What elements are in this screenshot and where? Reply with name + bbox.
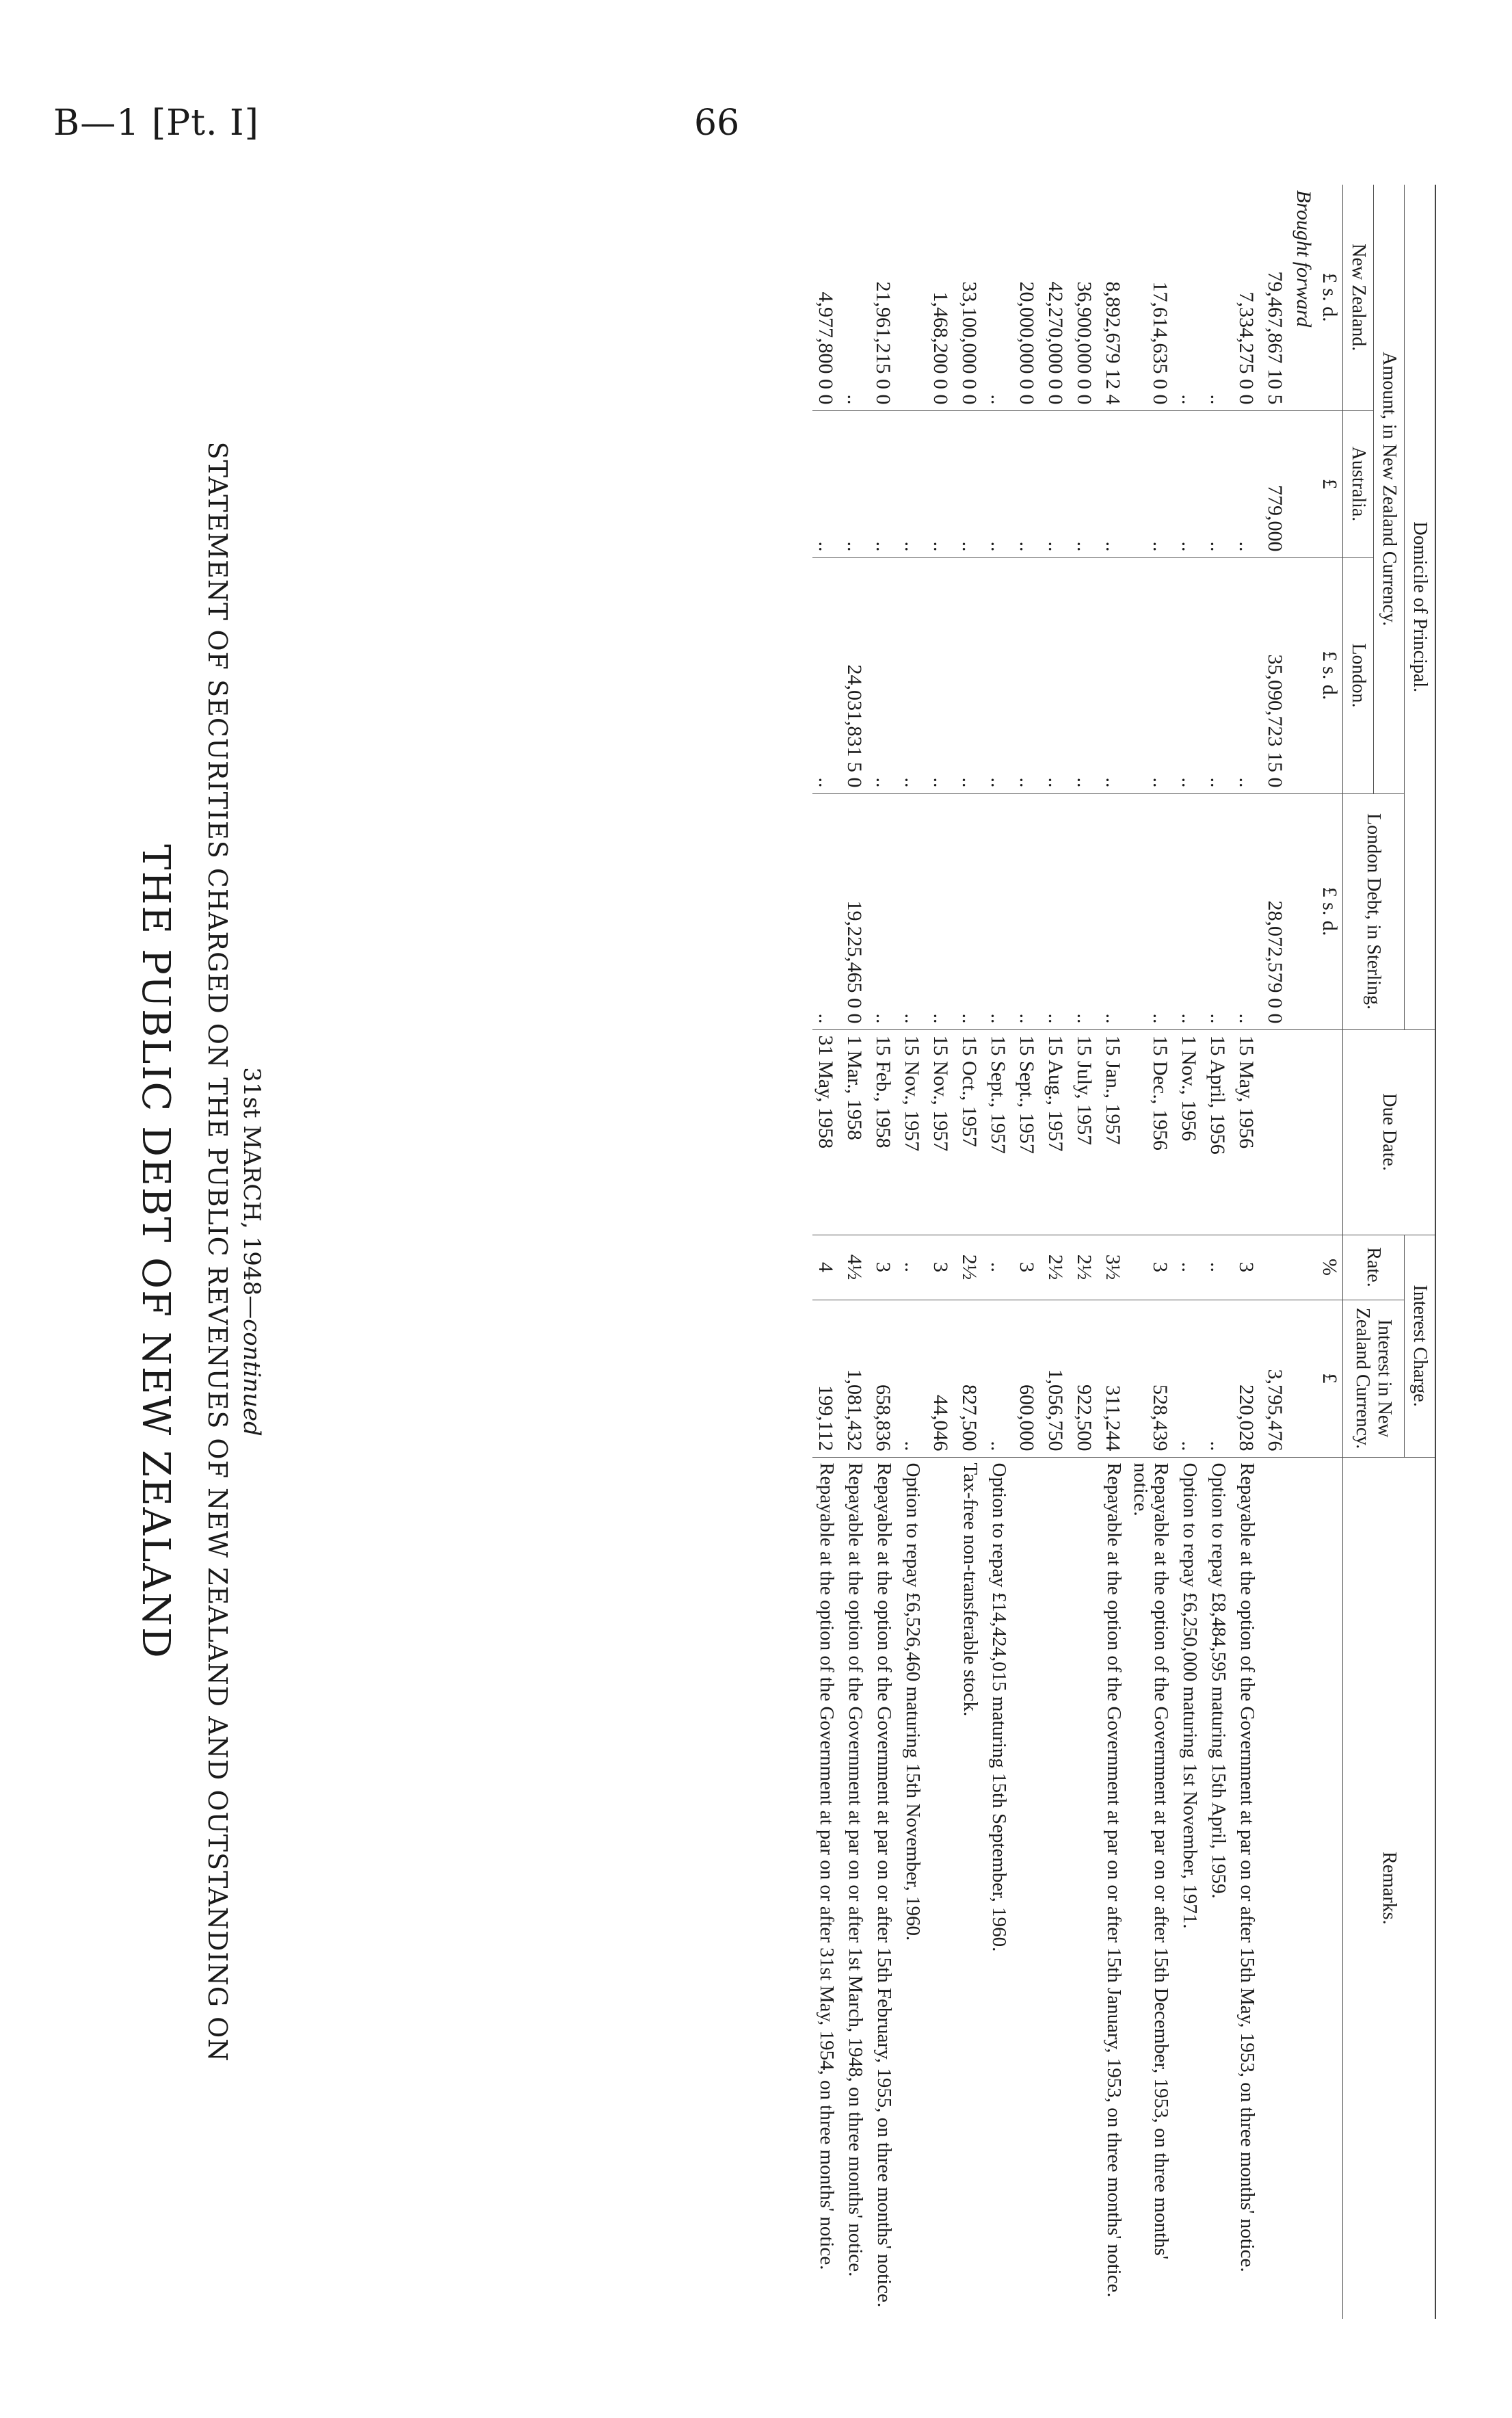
london-amount-cell: .. (1071, 557, 1100, 793)
securities-table (812, 185, 1436, 2319)
new-zealand-amount-cell: .. (1178, 394, 1200, 405)
due-date-cell: 15 Nov., 1957 (927, 1029, 956, 1235)
table-row (1233, 185, 1262, 2319)
interest-nz-cell: .. (899, 1300, 927, 1457)
australia-amount-cell: .. (841, 410, 870, 557)
london-amount-cell: .. (1128, 557, 1176, 793)
london-debt-cell: .. (927, 793, 956, 1029)
interest-nz-cell: 922,500 (1071, 1300, 1100, 1457)
interest-nz-cell: 3,795,476 (1262, 1300, 1290, 1457)
rate-cell: 3 (870, 1235, 899, 1300)
due-date-cell: 31 May, 1958 (812, 1029, 841, 1235)
london-amount-cell: .. (1233, 557, 1262, 793)
london-amount-cell: .. (927, 557, 956, 793)
australia-amount-cell: .. (1042, 410, 1071, 557)
unit-london-debt: £ s. d. (1316, 793, 1343, 1029)
australia-amount-cell: .. (812, 410, 841, 557)
remarks-cell: Option to repay £14,424,015 maturing 15th September, 1960. (985, 1457, 1013, 2319)
unit-remarks (1316, 1457, 1343, 2319)
due-date-cell: 15 Nov., 1957 (899, 1029, 927, 1235)
header-rate: Rate. (1343, 1235, 1405, 1300)
table-row (1176, 185, 1204, 2319)
australia-amount-cell: .. (956, 410, 985, 557)
interest-nz-cell: .. (985, 1300, 1013, 1457)
header-due-date: Due Date. (1343, 1029, 1436, 1235)
header-interest-charge: Interest Charge. (1405, 1235, 1436, 1457)
australia-amount-cell: .. (1013, 410, 1042, 557)
date-line: 31st MARCH, 1948— (238, 1067, 265, 1319)
remarks-cell: Option to repay £6,250,000 maturing 1st November, 1971. (1176, 1457, 1204, 2319)
new-zealand-amount-cell: 79,467,867 10 5 (1264, 271, 1286, 405)
new-zealand-amount-cell (899, 185, 927, 410)
brought-forward-row (1290, 185, 1316, 2319)
new-zealand-amount-cell: 8,892,679 12 4 (1102, 281, 1125, 405)
london-debt-cell: .. (985, 793, 1013, 1029)
london-debt-cell: .. (1176, 793, 1204, 1029)
new-zealand-amount-cell: .. (843, 394, 866, 405)
unit-au: £ (1316, 410, 1343, 557)
due-date-cell: 15 Dec., 1956 (1128, 1029, 1176, 1235)
australia-amount-cell: .. (899, 410, 927, 557)
interest-nz-cell: 311,244 (1100, 1300, 1128, 1457)
rate-cell: 2½ (1071, 1235, 1100, 1300)
debt-table (280, 185, 1436, 2319)
rate-cell: 2½ (956, 1235, 985, 1300)
due-date-cell: 15 Sept., 1957 (985, 1029, 1013, 1235)
london-amount-cell: .. (1176, 557, 1204, 793)
london-debt-cell: .. (812, 793, 841, 1029)
london-debt-cell: .. (956, 793, 985, 1029)
london-amount-cell: .. (985, 557, 1013, 793)
london-debt-cell: .. (1128, 793, 1176, 1029)
rate-cell: 4½ (841, 1235, 870, 1300)
london-debt-cell: .. (1233, 793, 1262, 1029)
australia-amount-cell: .. (870, 410, 899, 557)
new-zealand-amount-cell: 1,468,200 0 0 (929, 291, 953, 405)
rate-cell: .. (1204, 1235, 1233, 1300)
table-row (899, 185, 927, 2319)
remarks-cell: Repayable at the option of the Government at par on or after 15th January, 1953, on three months' notice. (1100, 1457, 1128, 2319)
australia-amount-cell: .. (1128, 410, 1176, 557)
due-date-cell: 15 Feb., 1958 (870, 1029, 899, 1235)
australia-amount-cell: .. (985, 410, 1013, 557)
rate-cell: 4 (812, 1235, 841, 1300)
new-zealand-amount-cell: 20,000,000 0 0 (1016, 281, 1039, 405)
table-row (1128, 185, 1176, 2319)
london-debt-cell: .. (899, 793, 927, 1029)
due-date-cell: 15 Sept., 1957 (1013, 1029, 1042, 1235)
interest-nz-cell: 199,112 (812, 1300, 841, 1457)
new-zealand-amount-cell: 7,334,275 0 0 (1235, 291, 1258, 405)
london-debt-cell: .. (1100, 793, 1128, 1029)
remarks-cell: Tax-free non-transferable stock. (956, 1457, 985, 2319)
table-row (1013, 185, 1042, 2319)
rate-cell: 2½ (1042, 1235, 1071, 1300)
remarks-cell (1262, 1457, 1290, 2319)
rate-cell: 3 (1128, 1235, 1176, 1300)
interest-nz-cell: 827,500 (956, 1300, 985, 1457)
remarks-cell: Repayable at the option of the Government at par on or after 15th February, 1955, on three months' notice. (870, 1457, 899, 2319)
table-row (956, 185, 985, 2319)
london-amount-cell: .. (1100, 557, 1128, 793)
new-zealand-amount-cell: .. (987, 394, 1010, 405)
london-debt-cell: .. (1042, 793, 1071, 1029)
header-interest-nz: Interest in New Zealand Currency. (1343, 1300, 1405, 1457)
remarks-cell: Option to repay £6,526,460 maturing 15th November, 1960. (899, 1457, 927, 2319)
unit-due (1316, 1029, 1343, 1235)
australia-amount-cell: 779,000 (1262, 410, 1290, 557)
new-zealand-amount-cell: 17,614,635 0 0 (1149, 281, 1171, 405)
rate-cell: 3½ (1100, 1235, 1128, 1300)
due-date-cell: 15 Oct., 1957 (956, 1029, 985, 1235)
remarks-cell: Repayable at the option of the Government at par on or after 15th May, 1953, on three months' notice. (1233, 1457, 1262, 2319)
interest-nz-cell: 528,439 (1128, 1300, 1176, 1457)
interest-nz-cell: 658,836 (870, 1300, 899, 1457)
due-date-cell: 1 Nov., 1956 (1176, 1029, 1204, 1235)
london-debt-cell: .. (870, 793, 899, 1029)
remarks-cell (927, 1457, 956, 2319)
due-date-cell: 1 Mar., 1958 (841, 1029, 870, 1235)
remarks-cell: Repayable at the option of the Government at par on or after 1st March, 1948, on three months' notice. (841, 1457, 870, 2319)
header-london-debt: London Debt, in Sterling. (1343, 793, 1405, 1029)
rate-cell (1262, 1235, 1290, 1300)
table-row (1100, 185, 1128, 2319)
remarks-cell: Repayable at the option of the Government at par on or after 15th December, 1953, on three months' notice. (1128, 1457, 1176, 2319)
interest-nz-cell: 1,081,432 (841, 1300, 870, 1457)
due-date-cell: 15 April, 1956 (1204, 1029, 1233, 1235)
unit-london: £ s. d. (1316, 557, 1343, 793)
table-row (1204, 185, 1233, 2319)
document-title: THE PUBLIC DEBT OF NEW ZEALAND (133, 844, 178, 1659)
interest-nz-cell: 600,000 (1013, 1300, 1042, 1457)
rate-cell: 3 (1013, 1235, 1042, 1300)
new-zealand-amount-cell: 4,977,800 0 0 (814, 291, 838, 405)
australia-amount-cell: .. (1071, 410, 1100, 557)
due-date-cell: 15 July, 1957 (1071, 1029, 1100, 1235)
table-body (812, 185, 1342, 2319)
rate-cell: .. (899, 1235, 927, 1300)
table-row (1042, 185, 1071, 2319)
australia-amount-cell: .. (1233, 410, 1262, 557)
rate-cell: 3 (1233, 1235, 1262, 1300)
unit-nz: £ s. d. (1318, 272, 1341, 322)
table-row (985, 185, 1013, 2319)
australia-amount-cell: .. (927, 410, 956, 557)
new-zealand-amount-cell: .. (1206, 394, 1229, 405)
table-row (841, 185, 870, 2319)
page-number: 66 (694, 103, 740, 144)
document-date-line (238, 185, 265, 2319)
units-row (1316, 185, 1343, 2319)
remarks-cell (1071, 1457, 1100, 2319)
london-amount-cell: .. (1042, 557, 1071, 793)
new-zealand-amount-cell: 36,900,000 0 0 (1073, 281, 1096, 405)
london-amount-cell: .. (1204, 557, 1233, 793)
rate-cell: 3 (927, 1235, 956, 1300)
due-date-cell: 15 Jan., 1957 (1100, 1029, 1128, 1235)
london-debt-cell: 19,225,465 0 0 (841, 793, 870, 1029)
london-debt-cell: .. (1013, 793, 1042, 1029)
australia-amount-cell: .. (1176, 410, 1204, 557)
new-zealand-amount-cell: 21,961,215 0 0 (872, 281, 895, 405)
australia-amount-cell: .. (1100, 410, 1128, 557)
remarks-cell: Repayable at the option of the Government at par on or after 31st May, 1954, on three months' notice. (812, 1457, 841, 2319)
date-line-continued: continued (238, 1319, 265, 1436)
header-australia: Australia. (1343, 410, 1374, 557)
header-london: London. (1343, 557, 1374, 793)
due-date-cell: 15 Aug., 1957 (1042, 1029, 1071, 1235)
table-row (927, 185, 956, 2319)
london-amount-cell: 24,031,831 5 0 (841, 557, 870, 793)
due-date-cell: 15 May, 1956 (1233, 1029, 1262, 1235)
london-amount-cell: 35,090,723 15 0 (1262, 557, 1290, 793)
table-row (812, 185, 841, 2319)
document-subtitle: STATEMENT OF SECURITIES CHARGED ON THE PUBLIC REVENUES OF NEW ZEALAND AND OUTSTANDING ON (202, 441, 233, 2062)
new-zealand-amount-cell: 42,270,000 0 0 (1044, 281, 1067, 405)
interest-nz-cell: .. (1204, 1300, 1233, 1457)
london-amount-cell: .. (1013, 557, 1042, 793)
interest-nz-cell: 1,056,750 (1042, 1300, 1071, 1457)
table-row (870, 185, 899, 2319)
australia-amount-cell: .. (1204, 410, 1233, 557)
london-debt-cell: 28,072,579 0 0 (1262, 793, 1290, 1029)
table-row (1071, 185, 1100, 2319)
header-amount-nz: Amount, in New Zealand Currency. (1374, 185, 1405, 793)
london-debt-cell: .. (1204, 793, 1233, 1029)
header-remarks: Remarks. (1343, 1457, 1436, 2319)
interest-nz-cell: .. (1176, 1300, 1204, 1457)
remarks-cell (1042, 1457, 1071, 2319)
header-new-zealand: New Zealand. (1343, 185, 1374, 410)
table-row (1262, 185, 1290, 2319)
interest-nz-cell: 44,046 (927, 1300, 956, 1457)
header-domicile: Domicile of Principal. (1405, 185, 1436, 1029)
london-amount-cell: .. (899, 557, 927, 793)
london-amount-cell: .. (956, 557, 985, 793)
interest-nz-cell: 220,028 (1233, 1300, 1262, 1457)
london-amount-cell: .. (812, 557, 841, 793)
rate-cell: .. (1176, 1235, 1204, 1300)
brought-forward-label: Brought forward (1292, 190, 1315, 328)
remarks-cell: Option to repay £8,484,595 maturing 15th April, 1959. (1204, 1457, 1233, 2319)
new-zealand-amount-cell: 33,100,000 0 0 (958, 281, 981, 405)
rotated-table-sheet (103, 185, 1436, 2319)
due-date-cell (1262, 1029, 1290, 1235)
rate-cell: .. (985, 1235, 1013, 1300)
london-debt-cell: .. (1071, 793, 1100, 1029)
page-header-code: B—1 [Pt. I] (53, 103, 259, 144)
remarks-cell (1013, 1457, 1042, 2319)
unit-interest: £ (1316, 1300, 1343, 1457)
unit-rate: % (1316, 1235, 1343, 1300)
london-amount-cell: .. (870, 557, 899, 793)
